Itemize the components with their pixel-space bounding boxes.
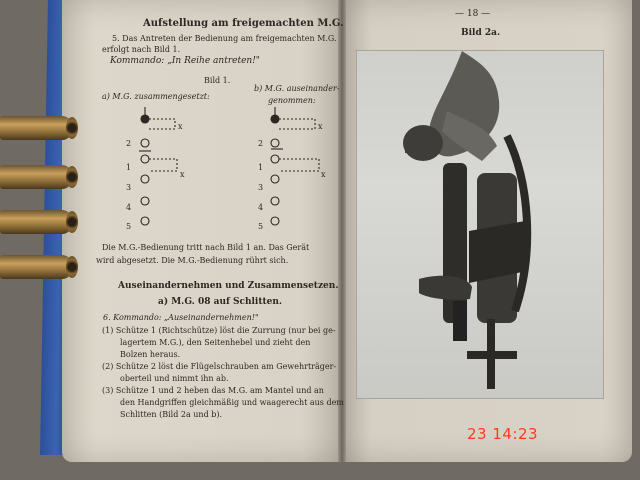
cartridge-4 xyxy=(0,255,80,279)
num-b-2: 1 xyxy=(258,163,264,172)
list-line-3: Bolzen heraus. xyxy=(120,350,181,359)
num-a-4: 4 xyxy=(126,203,132,212)
col-b-label-line2: genommen: xyxy=(268,96,316,105)
marker-x-b2: x xyxy=(321,170,326,179)
cartridge-1 xyxy=(0,116,80,140)
num-a-3: 3 xyxy=(126,183,132,192)
num-b-1: 2 xyxy=(258,139,264,148)
num-b-5: 5 xyxy=(258,222,264,231)
camera-timestamp: 23 14:23 xyxy=(467,425,539,443)
subsection-heading: a) M.G. 08 auf Schlitten. xyxy=(158,297,283,307)
section-heading: Auseinandernehmen und Zusammensetzen. xyxy=(118,281,339,291)
page-heading: Aufstellung am freigemachten M.G. xyxy=(143,18,344,29)
soldier-mg-illustration xyxy=(357,51,603,398)
para-6: 6. Kommando: „Auseinandernehmen!" xyxy=(103,313,259,322)
para-5-line1: 5. Das Antreten der Bedienung am freigemachten M.G. xyxy=(112,34,337,43)
page-number: — 18 — xyxy=(455,9,491,19)
command-line: Kommando: „In Reihe antreten!" xyxy=(110,56,260,66)
list-line-1: (1) Schütze 1 (Richtschütze) löst die Zurrung (nur bei ge- xyxy=(102,326,336,335)
list-line-5: oberteil und nimmt ihn ab. xyxy=(120,374,229,383)
list-line-4: (2) Schütze 2 löst die Flügelschrauben am Gewehrträger- xyxy=(102,362,337,371)
list-line-2: lagertem M.G.), den Seitenhebel und zieht den xyxy=(120,338,311,347)
list-line-8: Schlitten (Bild 2a und b). xyxy=(120,410,223,419)
book-gutter xyxy=(338,0,346,462)
num-a-2: 1 xyxy=(126,163,132,172)
num-a-5: 5 xyxy=(126,222,132,231)
para-after-line1: Die M.G.-Bedienung tritt nach Bild 1 an. Das Gerät xyxy=(102,243,310,252)
marker-x-a2: x xyxy=(180,170,185,179)
para-after-line2: wird abgesetzt. Die M.G.-Bedienung rührt sich. xyxy=(96,256,289,265)
figure-1-label: Bild 1. xyxy=(204,76,231,85)
marker-x-a1: x xyxy=(178,122,183,131)
figure-2a-photo xyxy=(356,50,604,399)
col-b-label-line1: b) M.G. auseinander- xyxy=(254,84,340,93)
col-a-label: a) M.G. zusammengesetzt: xyxy=(102,92,210,101)
num-b-4: 4 xyxy=(258,203,264,212)
marker-x-b1: x xyxy=(318,122,323,131)
list-line-6: (3) Schütze 1 und 2 heben das M.G. am Mantel und an xyxy=(102,386,324,395)
cartridge-2 xyxy=(0,165,80,189)
list-line-7: den Handgriffen gleichmäßig und waagerecht aus dem xyxy=(120,398,344,407)
num-b-3: 3 xyxy=(258,183,264,192)
cartridge-3 xyxy=(0,210,80,234)
para-5-line2: erfolgt nach Bild 1. xyxy=(102,45,181,54)
figure-2a-label: Bild 2a. xyxy=(461,28,501,38)
formation-diagram xyxy=(115,105,335,235)
num-a-1: 2 xyxy=(126,139,132,148)
